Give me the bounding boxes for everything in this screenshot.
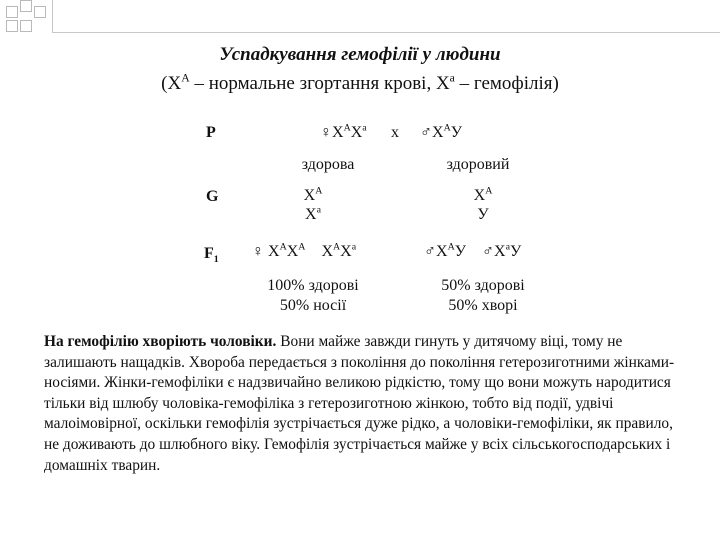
row-label-p: P [206,124,216,141]
row-label-g: G [206,188,219,205]
slide-title: Успадкування гемофілії у людини [219,44,501,65]
father-phenotype: здоровий [446,156,510,173]
cross-sign: х [391,124,399,141]
header-bar [52,0,720,33]
gamete-mother-1: $Х^A$ [303,185,323,204]
decorative-square [6,20,18,32]
paragraph-body: Вони майже завжди гинуть у дитячому віці, тому не залишають нащадків. Хвороба передається з покоління до покоління гетерозиготними жінками-носіями. Жінки-гемофіліки є надзвичайно великою рідкістю, тому що вони можуть народитися тільки від шлюбу чоловіка-гемофіліка з гетерозиготною жінкою, тобто від події, удвічі малоімовірної, оскільки гемофілія зустрічається дуже рідко, а чоловіки-гемофіліки, як правило, не доживають до шлюбного віку. Гемофілія зустрічається майже у всіх сільськогосподарських і домашніх тварин. [44,333,675,474]
daughters-outcome-2: 50% носії [279,297,347,314]
parent-father-genotype: $♂Х^AУ$ [420,122,463,141]
offspring-sons-genotypes: $♂Х^AУ$ $♂Х^aУ$ [424,241,522,260]
offspring-daughters-genotypes: ♀ $Х^AХ^A$ $Х^AХ^a$ [252,241,357,260]
gamete-mother-2: $Х^a$ [305,204,321,223]
mother-phenotype: здорова [301,156,355,173]
gamete-father-2: У [477,206,489,223]
gamete-father-1: $Х^A$ [473,185,493,204]
decorative-square [20,20,32,32]
decorative-square [34,6,46,18]
row-label-f1: $F_1$ [204,245,219,266]
sons-outcome-2: 50% хворі [448,297,518,314]
daughters-outcome-1: 100% здорові [267,277,359,294]
decorative-square [6,6,18,18]
parent-mother-genotype: $♀Х^AХ^a$ [320,122,367,141]
decorative-square [20,0,32,12]
slide-subtitle: ($Х^A$ – нормальне згортання крові, $Х^a$ – гемофілія) [161,71,559,94]
sons-outcome-1: 50% здорові [441,277,525,294]
explanation-paragraph [44,332,680,476]
paragraph-lead: На гемофілію хворіють чоловіки. [44,333,277,350]
